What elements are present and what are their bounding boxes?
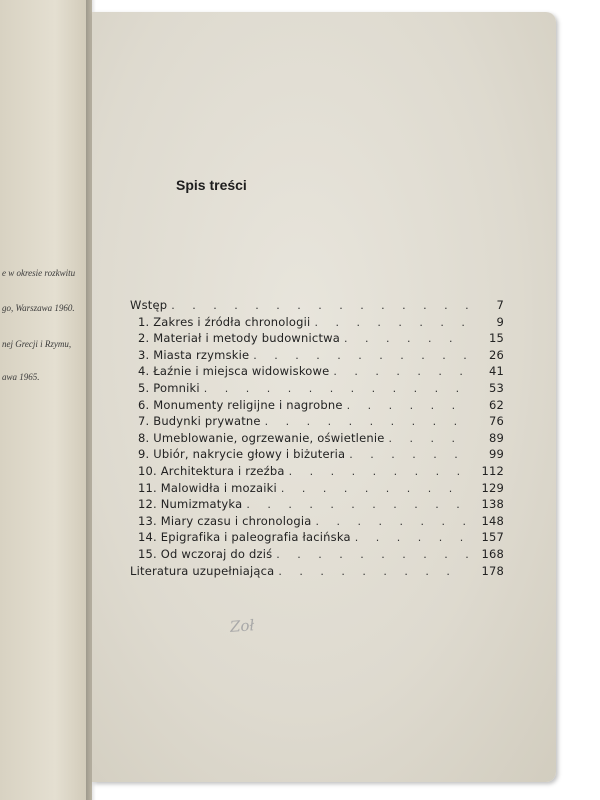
dot-leader: [314, 316, 468, 329]
toc-entry: [130, 315, 504, 332]
toc-entry-title: 14. Epigrafika i paleografia łacińska: [138, 530, 351, 545]
toc-entry: [130, 364, 504, 381]
contents-page: [92, 12, 556, 782]
facing-page-text: awa 1965.: [2, 372, 40, 382]
dot-leader: [316, 515, 468, 528]
toc-entry: [130, 564, 504, 581]
toc-entry-title: Literatura uzupełniająca: [130, 563, 275, 578]
toc-entry-title: 9. Ubiór, nakrycie głowy i biżuteria: [138, 447, 346, 462]
dot-leader: [253, 349, 468, 362]
dot-leader: [349, 448, 468, 461]
toc-entry: [130, 298, 504, 315]
pencil-annotation: Zoł: [229, 616, 255, 636]
toc-entry: [130, 547, 504, 564]
dot-leader: [246, 498, 468, 511]
dot-leader: [171, 299, 468, 312]
toc-entry-title: 15. Od wczoraj do dziś: [138, 546, 273, 561]
dot-leader: [265, 415, 468, 428]
toc-entry: [130, 530, 504, 547]
dot-leader: [333, 365, 468, 378]
toc-entry-title: 11. Malowidła i mozaiki: [138, 480, 277, 495]
toc-entry-page-number: 89: [488, 430, 504, 445]
toc-entry: [130, 514, 504, 531]
toc-entry-page-number: 99: [488, 447, 504, 462]
toc-entry: [130, 331, 504, 348]
dot-leader: [281, 482, 468, 495]
toc-entry-title: 4. Łaźnie i miejsca widowiskowe: [138, 364, 330, 379]
toc-entry: [130, 464, 504, 481]
toc-entry-title: Wstęp: [130, 298, 168, 312]
facing-page-text: e w okresie rozkwitu: [2, 268, 76, 278]
toc-entry-page-number: 53: [488, 380, 504, 395]
table-of-contents: [130, 298, 504, 580]
toc-entry-page-number: 76: [488, 414, 504, 429]
toc-entry-title: 13. Miary czasu i chronologia: [138, 513, 312, 528]
toc-entry-page-number: 148: [481, 513, 504, 528]
dot-leader: [389, 432, 468, 445]
toc-entry-page-number: 62: [488, 397, 504, 412]
toc-entry-title: 6. Monumenty religijne i nagrobne: [138, 397, 343, 412]
toc-entry: [130, 398, 504, 415]
toc-entry-title: 12. Numizmatyka: [138, 497, 243, 512]
facing-page: [0, 0, 92, 800]
toc-entry-title: 5. Pomniki: [138, 380, 200, 395]
dot-leader: [278, 565, 468, 578]
toc-entry-title: 2. Materiał i metody budownictwa: [138, 331, 341, 346]
dot-leader: [276, 548, 468, 561]
toc-entry-page-number: 157: [481, 530, 504, 545]
dot-leader: [347, 399, 468, 412]
toc-entry-page-number: 9: [496, 314, 504, 329]
toc-entry: [130, 414, 504, 431]
dot-leader: [204, 382, 468, 395]
toc-entry-page-number: 112: [481, 463, 504, 478]
toc-entry-title: 7. Budynki prywatne: [138, 414, 261, 429]
toc-entry-page-number: 129: [481, 480, 504, 495]
toc-entry-page-number: 178: [481, 563, 504, 578]
toc-entry-page-number: 168: [481, 546, 504, 561]
toc-entry-title: 3. Miasta rzymskie: [138, 347, 250, 362]
toc-entry: [130, 431, 504, 448]
dot-leader: [289, 465, 468, 478]
toc-entry: [130, 381, 504, 398]
dot-leader: [344, 332, 468, 345]
toc-entry: [130, 481, 504, 498]
toc-entry-page-number: 15: [488, 331, 504, 346]
toc-entry-title: 10. Architektura i rzeźba: [138, 463, 285, 478]
toc-entry-title: 1. Zakres i źródła chronologii: [138, 314, 311, 329]
toc-entry-page-number: 41: [488, 364, 504, 379]
facing-page-text: go, Warszawa 1960.: [2, 303, 75, 313]
toc-entry-page-number: 7: [496, 298, 504, 312]
toc-entry: [130, 447, 504, 464]
facing-page-text: nej Grecji i Rzymu,: [2, 339, 72, 349]
toc-entry: [130, 497, 504, 514]
toc-entry-title: 8. Umeblowanie, ogrzewanie, oświetlenie: [138, 430, 385, 445]
toc-entry-page-number: 138: [481, 497, 504, 512]
page-title: Spis treści: [176, 177, 247, 193]
dot-leader: [355, 531, 468, 544]
toc-entry-page-number: 26: [488, 347, 504, 362]
toc-entry: [130, 348, 504, 365]
